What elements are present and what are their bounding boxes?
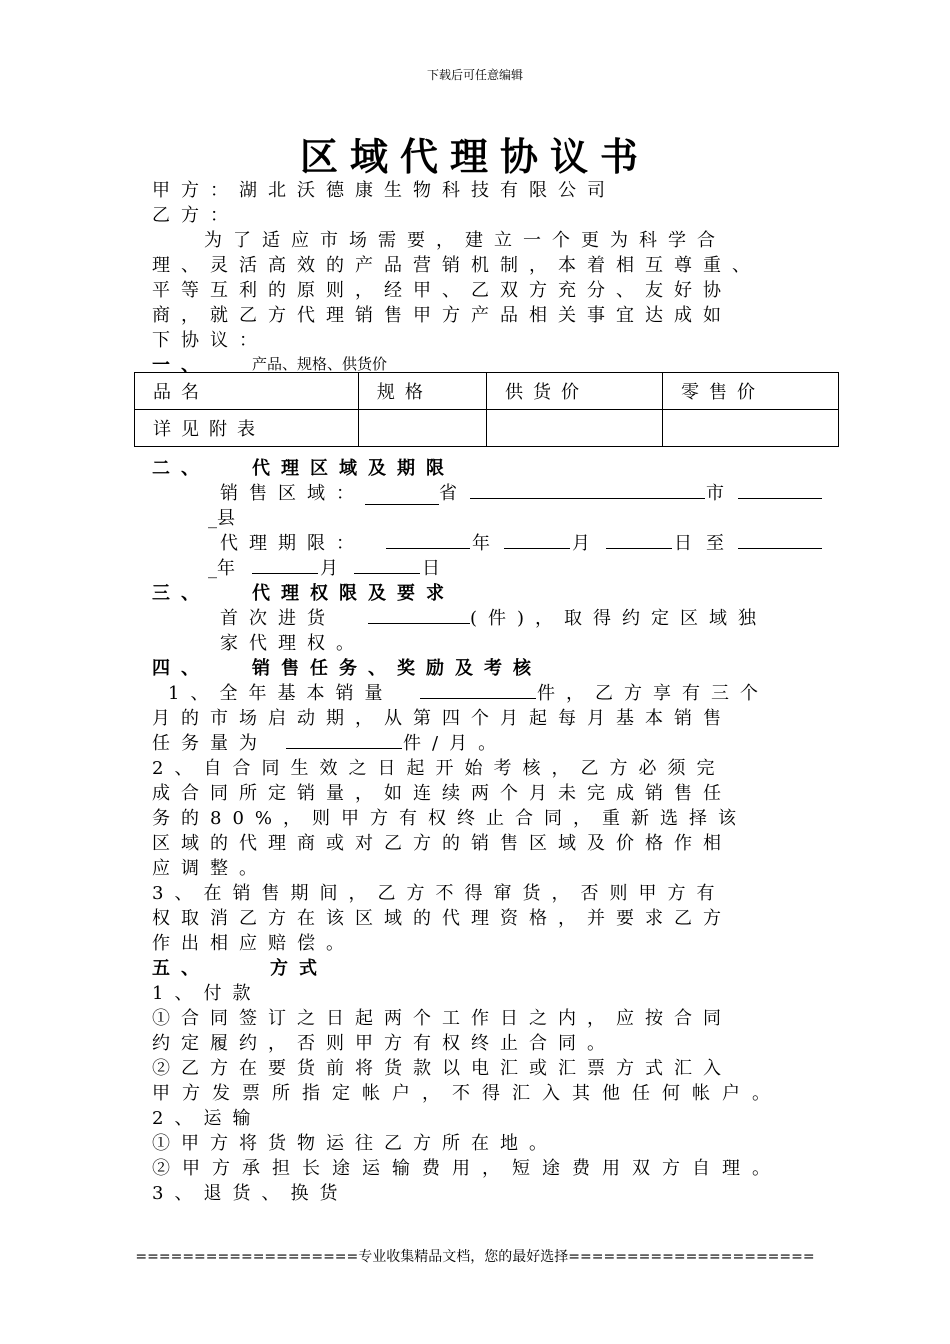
product-table xyxy=(134,372,839,447)
sales-area-label: 销售区域： xyxy=(220,483,365,504)
county-blank xyxy=(738,480,822,499)
sec3-line2: 家代理权。 xyxy=(220,633,365,654)
sec3-line1-start: 首次进货 xyxy=(220,608,336,629)
intro-line-2: 理、灵活高效的产品营销机制，本着相互尊重、 xyxy=(152,255,761,276)
sec1-number: 一、 xyxy=(152,355,210,376)
table-header-cell: 零售价 xyxy=(662,373,838,410)
city-blank xyxy=(470,480,705,499)
sec4-p1-line3-end: 件/月。 xyxy=(403,733,508,754)
sec1-title: 产品、规格、供货价 xyxy=(252,355,388,373)
county-label: 县 xyxy=(217,508,235,529)
sec5-line-3: 约定履约，否则甲方有权终止合同。 xyxy=(152,1033,616,1054)
sec4-p1-start: 1、全年基本销量 xyxy=(168,683,394,704)
sec5-title: 方式 xyxy=(270,958,328,979)
table-cell xyxy=(358,410,486,447)
table-header-cell: 规格 xyxy=(358,373,486,410)
party-a: 甲方：湖北沃德康生物科技有限公司 xyxy=(152,180,616,201)
header-note: 下载后可任意编辑 xyxy=(426,68,523,82)
sales-area-line xyxy=(220,479,468,505)
sec5-line-7: ①甲方将货物运往乙方所在地。 xyxy=(152,1133,558,1154)
sec5-line-2: ①合同签订之日起两个工作日之内，应按合同 xyxy=(152,1008,732,1029)
end-month-blank xyxy=(252,555,318,574)
end-day-blank xyxy=(354,555,420,574)
sec4-p2-line3: 务的80%，则甲方有权终止合同，重新选择该 xyxy=(152,808,748,829)
sec2-title: 代理区域及期限 xyxy=(252,458,455,479)
sec5-line-9: 3、退货、换货 xyxy=(152,1183,349,1204)
end-year-label: 年 xyxy=(217,558,235,579)
sec4-p2-line2: 成合同所定销量，如连续两个月未完成销售任 xyxy=(152,783,732,804)
sec4-title: 销售任务、奖励及考核 xyxy=(252,658,542,679)
sec4-p1-line3-start: 任务量为 xyxy=(152,733,268,754)
start-year-label: 年 xyxy=(472,533,501,554)
table-cell: 详见附表 xyxy=(135,410,359,447)
sec3-line1-end: (件)，取得约定区域独 xyxy=(470,608,768,629)
start-day-label: 日 xyxy=(674,533,703,554)
sec3-number: 三、 xyxy=(152,583,210,604)
intro-line-5: 下协议： xyxy=(152,330,268,351)
table-header-cell: 品名 xyxy=(135,373,359,410)
document-title: 区域代理协议书 xyxy=(299,134,650,179)
county-underscore: _ xyxy=(208,508,217,529)
sec2-number: 二、 xyxy=(152,458,210,479)
sec5-line-4: ②乙方在要货前将货款以电汇或汇票方式汇入 xyxy=(152,1058,732,1079)
sec5-line-8: ②甲方承担长途运输费用，短途费用双方自理。 xyxy=(152,1158,782,1179)
end-month-label: 月 xyxy=(320,558,349,579)
table-header-cell: 供货价 xyxy=(486,373,662,410)
sec5-line-5: 甲方发票所指定帐户，不得汇入其他任何帐户。 xyxy=(152,1083,782,1104)
sec4-p1-line2: 月的市场启动期，从第四个月起每月基本销售 xyxy=(152,708,732,729)
sec5-number: 五、 xyxy=(152,958,210,979)
annual-volume-blank xyxy=(420,680,536,699)
sec4-p1-end: 件，乙方享有三个 xyxy=(537,683,769,704)
start-month-blank xyxy=(504,530,570,549)
start-day-blank xyxy=(606,530,672,549)
sec4-p3-line1: 3、在销售期间，乙方不得窜货，否则甲方有 xyxy=(152,883,726,904)
intro-line-4: 商，就乙方代理销售甲方产品相关事宜达成如 xyxy=(152,305,732,326)
intro-line-3: 平等互利的原则，经甲、乙双方充分、友好协 xyxy=(152,280,732,301)
table-cell xyxy=(662,410,838,447)
table-header-row xyxy=(135,373,839,410)
province-label: 省 xyxy=(439,483,468,504)
end-day-label: 日 xyxy=(422,558,451,579)
party-b: 乙方： xyxy=(152,205,239,226)
sec4-p3-line3: 作出相应赔偿。 xyxy=(152,933,355,954)
period-label: 代理期限： xyxy=(220,533,365,554)
end-date-line xyxy=(208,554,235,580)
start-month-label: 月 xyxy=(572,533,601,554)
table-row xyxy=(135,410,839,447)
sec3-title: 代理权限及要求 xyxy=(252,583,455,604)
sec5-line-1: 1、付款 xyxy=(152,983,262,1004)
sec4-p2-line5: 应调整。 xyxy=(152,858,268,879)
to-label: 至 xyxy=(706,533,735,554)
table-cell xyxy=(486,410,662,447)
end-year-blank xyxy=(738,530,822,549)
city-label: 市 xyxy=(706,483,735,504)
sec4-p2-line4: 区域的代理商或对乙方的销售区域及价格作相 xyxy=(152,833,732,854)
sec4-p2-line1: 2、自合同生效之日起开始考核，乙方必须完 xyxy=(152,758,726,779)
province-blank xyxy=(365,486,439,505)
intro-line-1: 为了适应市场需要，建立一个更为科学合 xyxy=(204,230,726,251)
start-year-blank xyxy=(386,530,470,549)
first-order-blank xyxy=(368,605,470,624)
county-line xyxy=(208,504,235,530)
sec4-number: 四、 xyxy=(152,658,210,679)
monthly-volume-blank xyxy=(286,730,402,749)
end-year-underscore: _ xyxy=(208,558,217,579)
sec4-p3-line2: 权取消乙方在该区域的代理资格，并要求乙方 xyxy=(152,908,732,929)
sec5-line-6: 2、运输 xyxy=(152,1108,262,1129)
footer-banner: ===================专业收集精品文档，您的最好选择===================== xyxy=(135,1249,815,1265)
